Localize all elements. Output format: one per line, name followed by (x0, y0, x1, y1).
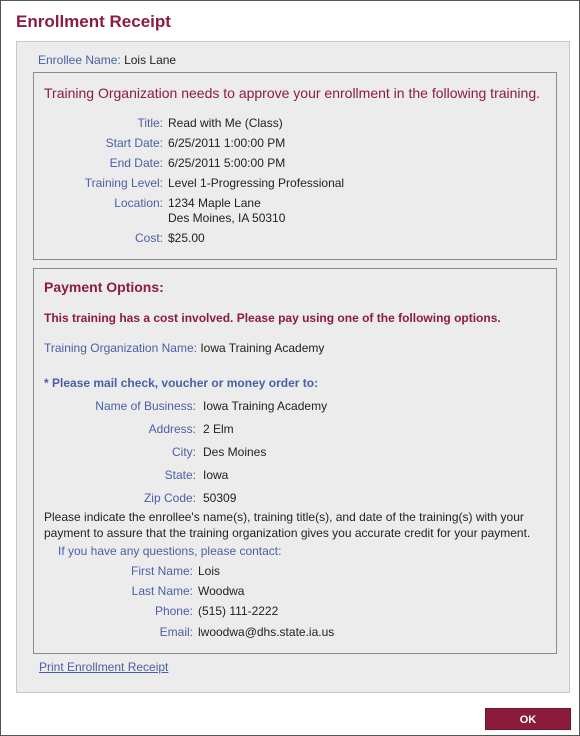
address-value: 2 Elm (203, 422, 234, 436)
org-value: Iowa Training Academy (200, 341, 325, 355)
location-line1: 1234 Maple Lane (168, 196, 261, 210)
business-name-value: Iowa Training Academy (203, 399, 328, 413)
org-label: Training Organization Name: (44, 341, 197, 355)
training-level-label: Training Level: (84, 176, 163, 190)
mail-heading: * Please mail check, voucher or money order to: (44, 376, 319, 390)
start-date-value: 6/25/2011 1:00:00 PM (168, 136, 286, 150)
zip-value: 50309 (203, 491, 237, 505)
enrollee-row (38, 53, 176, 67)
enrollee-label: Enrollee Name: (38, 53, 121, 67)
payment-instructions: Please indicate the enrollee's name(s), training title(s), and date of the training(s) with your payment to assure that the training organization gives you accurate credit for your payment. (44, 510, 531, 540)
training-details-box (33, 72, 557, 260)
phone-label: Phone: (154, 604, 193, 618)
first-name-label: First Name: (130, 564, 193, 578)
city-value: Des Moines (203, 445, 267, 459)
last-name-label: Last Name: (131, 584, 193, 598)
title-label: Title: (137, 116, 163, 130)
email-label: Email: (159, 625, 193, 639)
state-value: Iowa (203, 468, 229, 482)
state-label: State: (164, 468, 196, 482)
location-label: Location: (114, 196, 163, 210)
cost-message: This training has a cost involved. Please pay using one of the following options. (44, 311, 501, 325)
first-name-value: Lois (198, 564, 221, 578)
email-value: lwoodwa@dhs.state.ia.us (198, 625, 335, 639)
end-date-label: End Date: (109, 156, 163, 170)
payment-options-box (33, 268, 557, 654)
training-level-value: Level 1-Progressing Professional (168, 176, 345, 190)
address-label: Address: (148, 422, 196, 436)
contact-heading: If you have any questions, please contact: (58, 544, 282, 558)
enrollee-value: Lois Lane (124, 53, 177, 67)
print-receipt-link[interactable]: Print Enrollment Receipt (39, 660, 169, 674)
payment-heading: Payment Options: (44, 279, 164, 295)
title-value: Read with Me (Class) (168, 116, 283, 130)
page-title: Enrollment Receipt (16, 12, 171, 31)
cost-label: Cost: (134, 231, 163, 245)
cost-value: $25.00 (168, 231, 205, 245)
zip-label: Zip Code: (143, 491, 196, 505)
approval-notice: Training Organization needs to approve your enrollment in the following training. (44, 85, 540, 101)
ok-button[interactable]: OK (485, 708, 571, 730)
end-date-value: 6/25/2011 5:00:00 PM (168, 156, 286, 170)
business-name-label: Name of Business: (95, 399, 196, 413)
receipt-panel (16, 41, 570, 693)
location-line2: Des Moines, IA 50310 (168, 211, 286, 225)
city-label: City: (172, 445, 196, 459)
org-row (44, 341, 324, 355)
start-date-label: Start Date: (105, 136, 163, 150)
last-name-value: Woodwa (198, 584, 245, 598)
phone-value: (515) 111-2222 (198, 604, 279, 618)
